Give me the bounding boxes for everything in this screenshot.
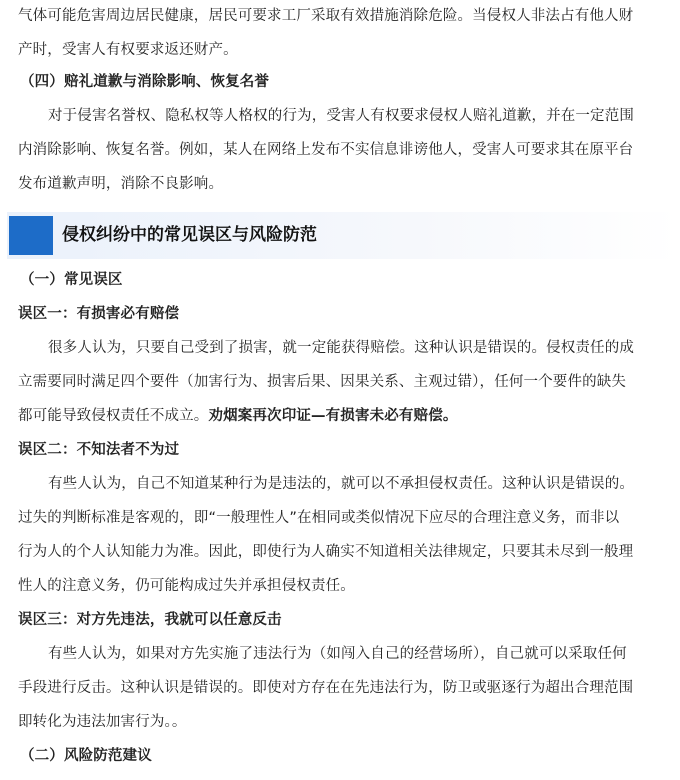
mistake-2-title: 误区二：不知法者不为过: [18, 442, 180, 458]
subsection-4-heading: （四）赔礼道歉与消除影响、恢复名誉: [20, 74, 270, 90]
intro-line-1: 气体可能危害周边居民健康，居民可要求工厂采取有效措施消除危险。当侵权人非法占有他人财: [18, 8, 634, 24]
paragraph-line: 即转化为违法加害行为。。: [18, 714, 187, 730]
section-header: [7, 212, 680, 259]
risk-prevention-heading: （二）风险防范建议: [20, 748, 152, 764]
paragraph-line: 立需要同时满足四个要件（加害行为、损害后果、因果关系、主观过错），任何一个要件的缺失: [18, 374, 627, 390]
mistake-1-title: 误区一：有损害必有赔偿: [18, 306, 180, 322]
paragraph-line: 有些人认为，自己不知道某种行为是违法的，就可以不承担侵权责任。这种认识是错误的。: [48, 476, 634, 492]
paragraph-line: 内消除影响、恢复名誉。例如，某人在网络上发布不实信息诽谤他人，受害人可要求其在原平台: [18, 142, 634, 158]
section-accent-square: [13, 216, 53, 255]
emphasis-text: 劝烟案再次印证—有损害未必有赔偿。: [208, 408, 458, 424]
paragraph-line: 对于侵害名誉权、隐私权等人格权的行为，受害人有权要求侵权人赔礼道歉，并在一定范围: [48, 108, 634, 124]
paragraph-line: 行为人的个人认知能力为准。因此，即使行为人确实不知道相关法律规定，只要其未尽到一般理: [18, 544, 634, 560]
mistake-3-title: 误区三：对方先违法，我就可以任意反击: [18, 612, 282, 628]
paragraph-line: [18, 406, 670, 426]
paragraph-line: 过失的判断标准是客观的，即“一般理性人”在相同或类似情况下应尽的合理注意义务，而非以: [18, 510, 620, 526]
section-title: 侵权纠纷中的常见误区与风险防范: [62, 225, 317, 245]
paragraph-line: 性人的注意义务，仍可能构成过失并承担侵权责任。: [18, 578, 355, 594]
paragraph-text: 都可能导致侵权责任不成立。: [18, 408, 209, 424]
paragraph-line: 很多人认为，只要自己受到了损害，就一定能获得赔偿。这种认识是错误的。侵权责任的成: [48, 340, 634, 356]
intro-line-2: 产时，受害人有权要求返还财产。: [18, 42, 238, 58]
paragraph-line: 发布道歉声明，消除不良影响。: [18, 176, 224, 192]
paragraph-line: 手段进行反击。这种认识是错误的。即使对方存在在先违法行为，防卫或驱逐行为超出合理范围: [18, 680, 634, 696]
paragraph-line: 有些人认为，如果对方先实施了违法行为（如闯入自己的经营场所），自己就可以采取任何: [48, 646, 627, 662]
common-mistakes-heading: （一）常见误区: [20, 272, 123, 288]
